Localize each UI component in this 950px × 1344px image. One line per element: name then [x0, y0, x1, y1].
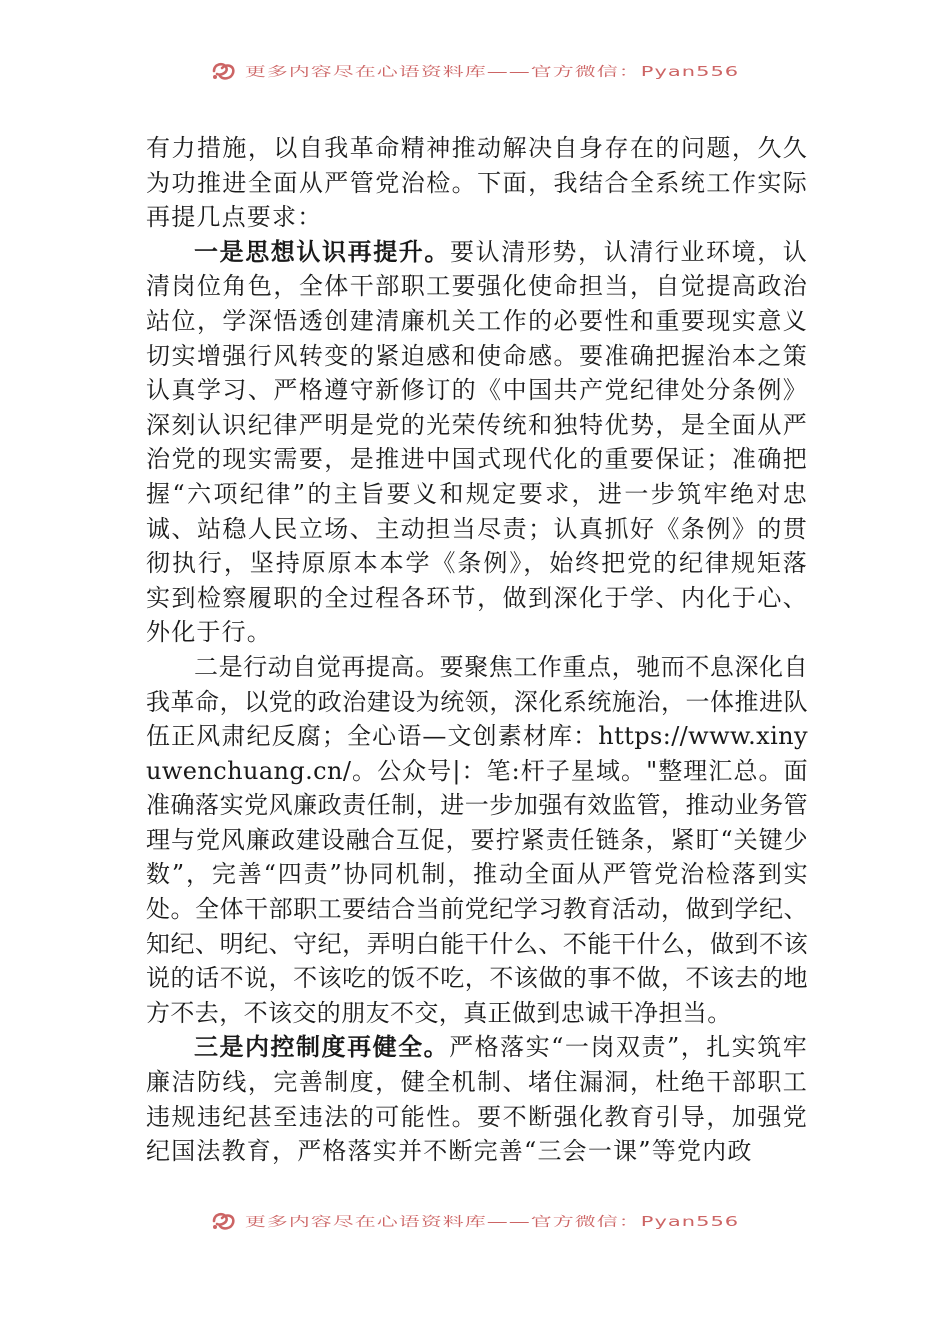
- watermark-banner-bottom: [0, 1206, 950, 1236]
- document-body: [146, 131, 808, 1169]
- paragraph-2-lead: 一是思想认识再提升。: [194, 236, 450, 266]
- paragraph-2-text: 要认清形势，认清行业环境，认清岗位角色，全体干部职工要强化使命担当，自觉提高政治站位，学深悟透创建清廉机关工作的必要性和重要现实意义切实增强行风转变的紧迫感和使命感。要准确把握治本之策认真学习、严格遵守新修订的《中国共产党纪律处分条例》深刻认识纪律严明是党的光荣传统和独特优势，是全面从严治党的现实需要，是推进中国式现代化的重要保证；准确把握“六项纪律”的主旨要义和规定要求，进一步筑牢绝对忠诚、站稳人民立场、主动担当尽责；认真抓好《条例》的贯彻执行，坚持原原本本学《条例》，始终把党的纪律规矩落实到检察履职的全过程各环节，做到深化于学、内化于心、外化于行。: [146, 237, 808, 647]
- paragraph-4-lead: 三是内控制度再健全。: [194, 1032, 450, 1062]
- paragraph-1-text: 有力措施，以自我革命精神推动解决自身存在的问题，久久为功推进全面从严管党治检。下面，我结合全系统工作实际再提几点要求：: [146, 134, 808, 232]
- paragraph-2: [146, 235, 808, 650]
- watermark-text-bottom: 更多内容尽在心语资料库——官方微信：Pyan556: [244, 1214, 740, 1230]
- watermark-text-top: 更多内容尽在心语资料库——官方微信：Pyan556: [244, 64, 740, 80]
- seal-logo-icon: [211, 60, 237, 82]
- paragraph-4: [146, 1030, 808, 1168]
- paragraph-3: [146, 650, 808, 1031]
- paragraph-4-text: 严格落实“一岗双责”，扎实筑牢廉洁防线，完善制度，健全机制、堵住漏洞，杜绝干部职工违规违纪甚至违法的可能性。要不断强化教育引导，加强党纪国法教育，严格落实并不断完善“三会一课”等党内政: [146, 1033, 808, 1166]
- paragraph-1: [146, 131, 808, 235]
- paragraph-3-text: 二是行动自觉再提高。要聚焦工作重点，驰而不息深化自我革命，以党的政治建设为统领，深化系统施治，一体推进队伍正风肃纪反腐；全心语—文创素材库：https://www.xinyuwenchuang.cn/。公众号|：笔:杆子星域。"整理汇总。面准确落实党风廉政责任制，进一步加强有效监管，推动业务管理与党风廉政建设融合互促，要拧紧责任链条，紧盯“关键少数”，完善“四责”协同机制，推动全面从严管党治检落到实处。全体干部职工要结合当前党纪学习教育活动，做到学纪、知纪、明纪、守纪，弄明白能干什么、不能干什么，做到不该说的话不说，不该吃的饭不吃，不该做的事不做，不该去的地方不去，不该交的朋友不交，真正做到忠诚干净担当。: [146, 652, 808, 1027]
- watermark-banner-top: [0, 56, 950, 86]
- seal-logo-icon: [211, 1210, 237, 1232]
